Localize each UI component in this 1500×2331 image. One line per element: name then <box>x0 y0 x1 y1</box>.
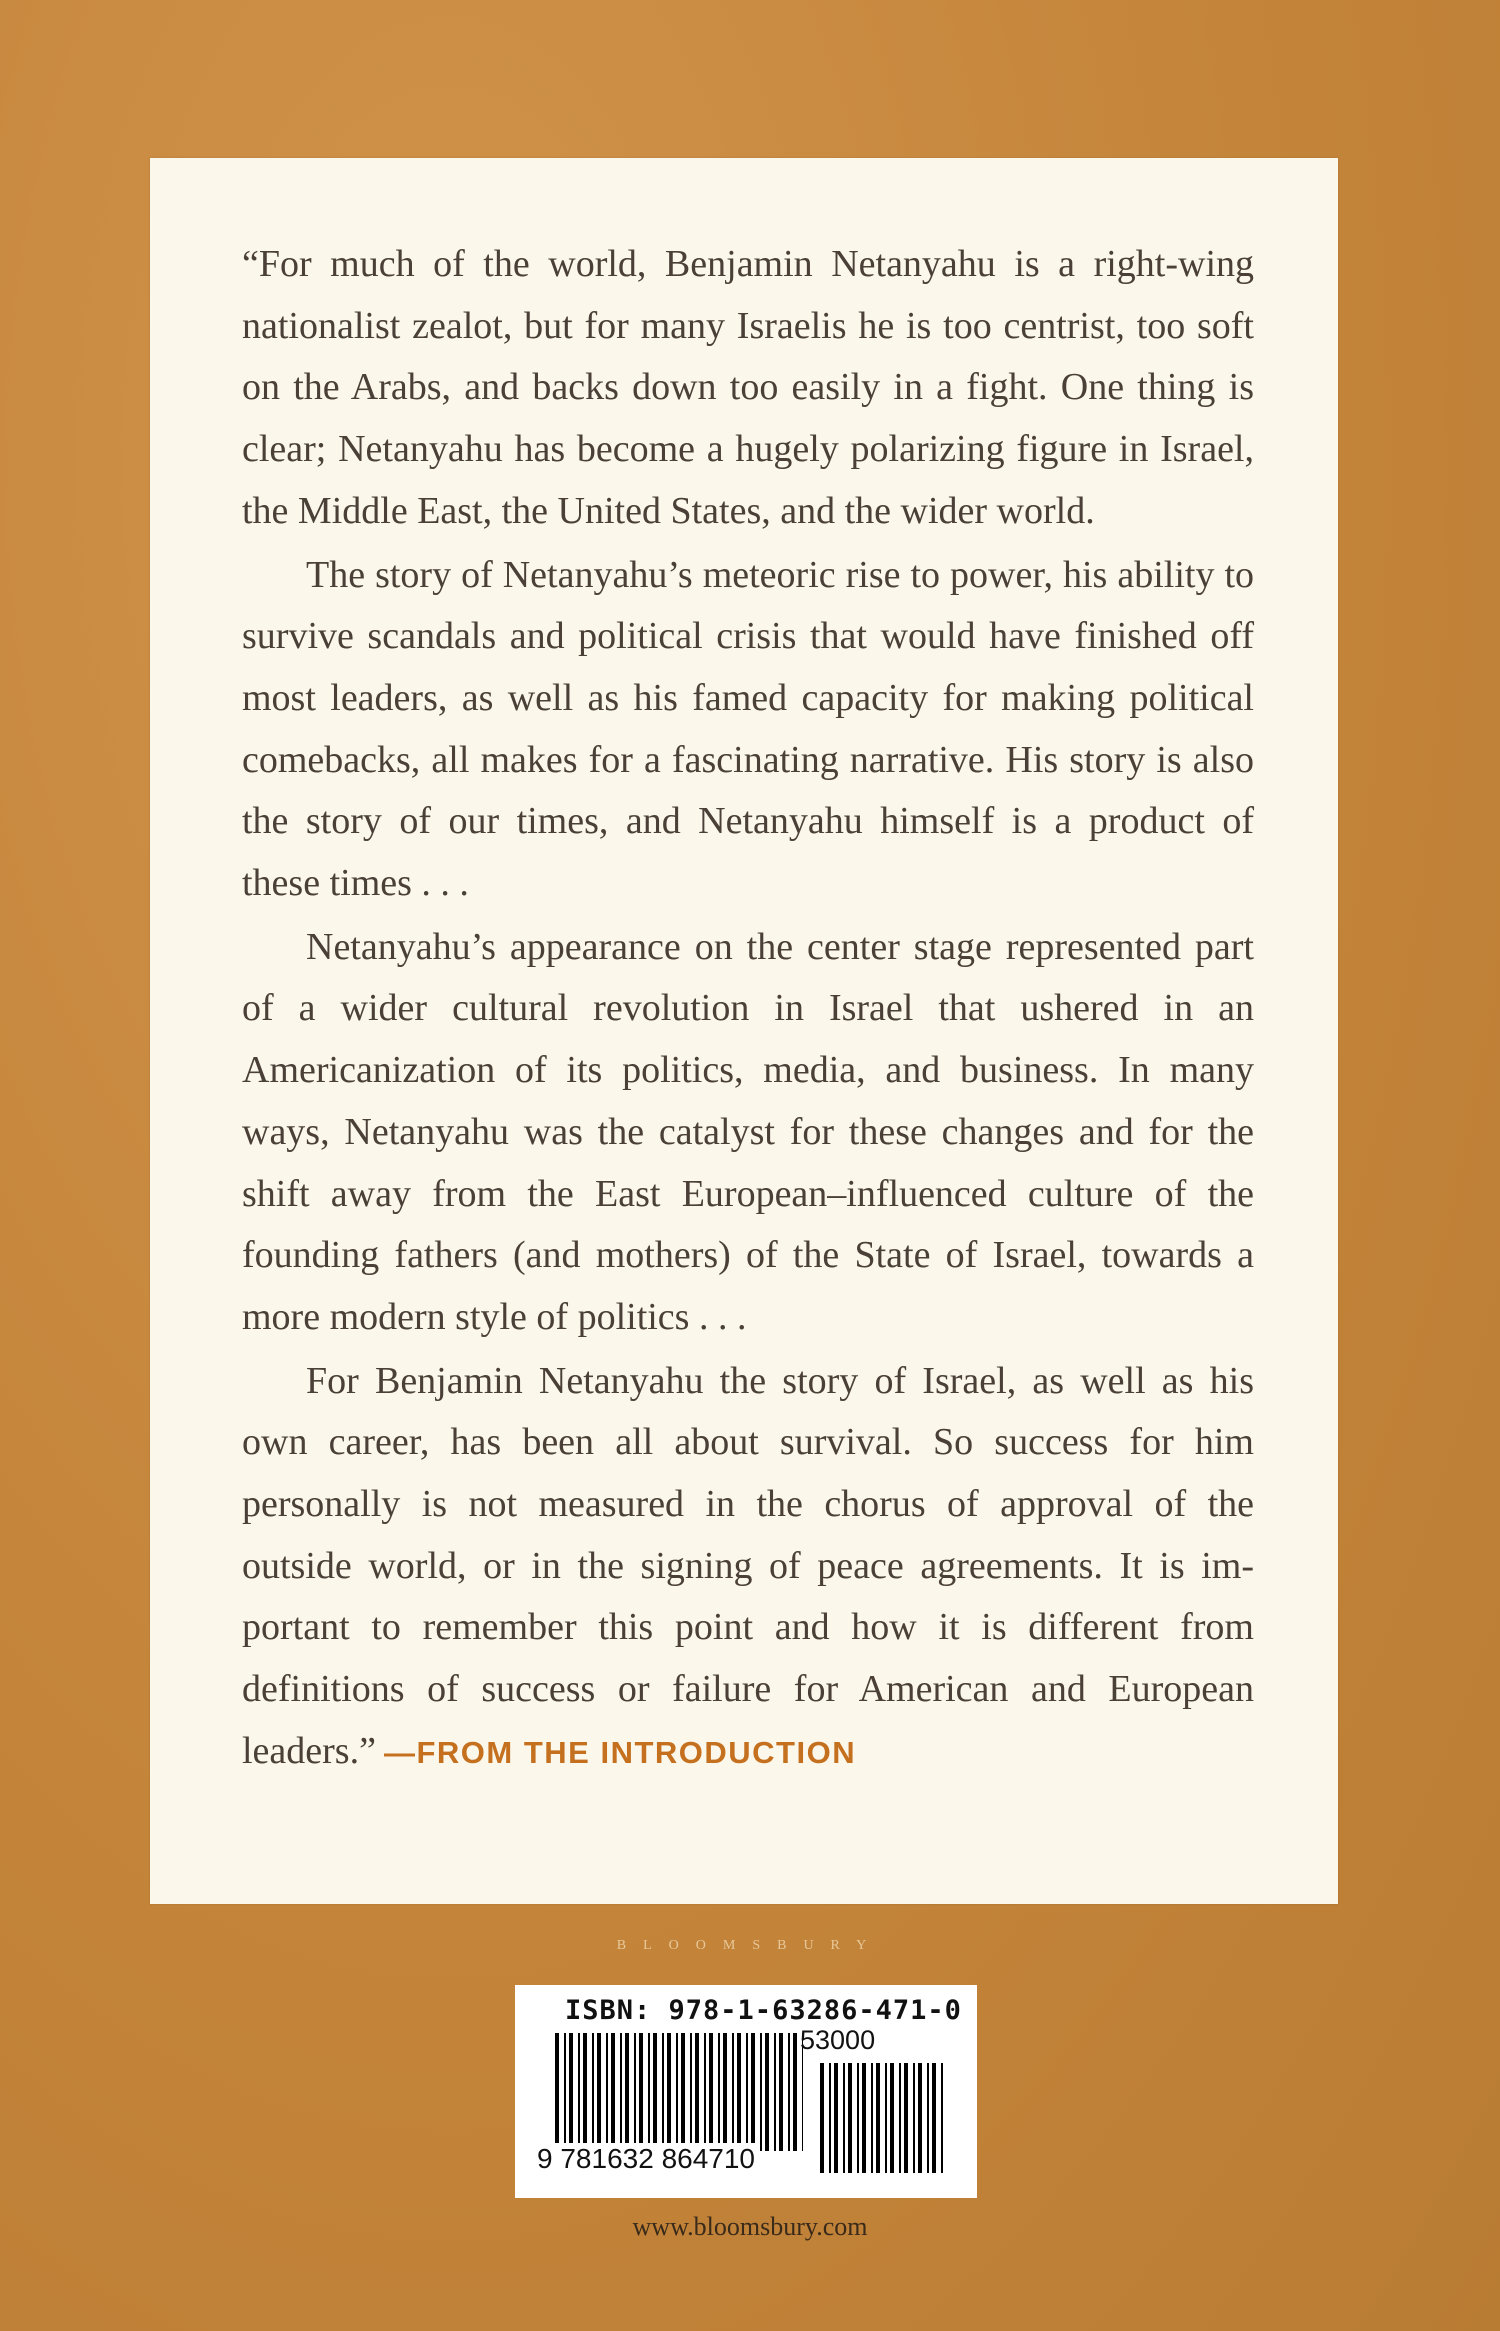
publisher-website: www.bloomsbury.com <box>632 2212 868 2241</box>
isbn-number: ISBN: 978-1-63286-471-0 <box>565 1995 962 2026</box>
barcode-digits: 9 781632 864710 <box>537 2143 755 2174</box>
blurb-text <box>242 234 1254 1784</box>
publisher-name: BLOOMSBURY <box>616 1938 884 1953</box>
blurb-paragraph-2: The story of Netanyahu’s meteoric rise to power, his ability to survive scandals and political crisis that would have finished off most leaders, as well as his famed capacity for making political comebacks, all makes for a fascinating narrative. His story is also the story of our times, and Netanyahu himself is a product of these times . . . <box>242 553 1254 905</box>
attribution: —FROM THE INTRODUCTION <box>383 1734 857 1770</box>
blurb-paragraph-1: “For much of the world, Benjamin Netanyahu is a right-wing nationalist zealot, but for many Israelis he is too centrist, too soft on the Arabs, and backs down too easily in a fight. One thing is clear; Netanyahu has become a hugely polarizing figure in Israel, the Middle East, the United States, and the wider world. <box>242 243 1254 532</box>
isbn-barcode-block <box>515 1985 977 2198</box>
blurb-panel <box>150 158 1338 1904</box>
price-code: 53000 <box>800 2025 876 2055</box>
blurb-paragraph-3: Netanyahu’s appearance on the center stage represented part of a wider cultural revolution in Israel that ushered in an Americanization of its politics, media, and business. In many ways, Netanyahu was the catalyst for these changes and for the shift away from the East European–influenced culture of the founding fathers (and mothers) of the State of Israel, towards a more modern style of politics . . . <box>242 925 1254 1338</box>
blurb-paragraph-4 <box>242 1351 1254 1784</box>
blurb-paragraph-4-text: For Benjamin Netanyahu the story of Israel, as well as his own career, has been all about survival. So success for him personally is not measured in the chorus of approval of the outside world, or in the signing of peace agreements. It is important to remember this point and how it is different from definitions of success or failure for American and European leaders.” <box>242 1359 1254 1772</box>
